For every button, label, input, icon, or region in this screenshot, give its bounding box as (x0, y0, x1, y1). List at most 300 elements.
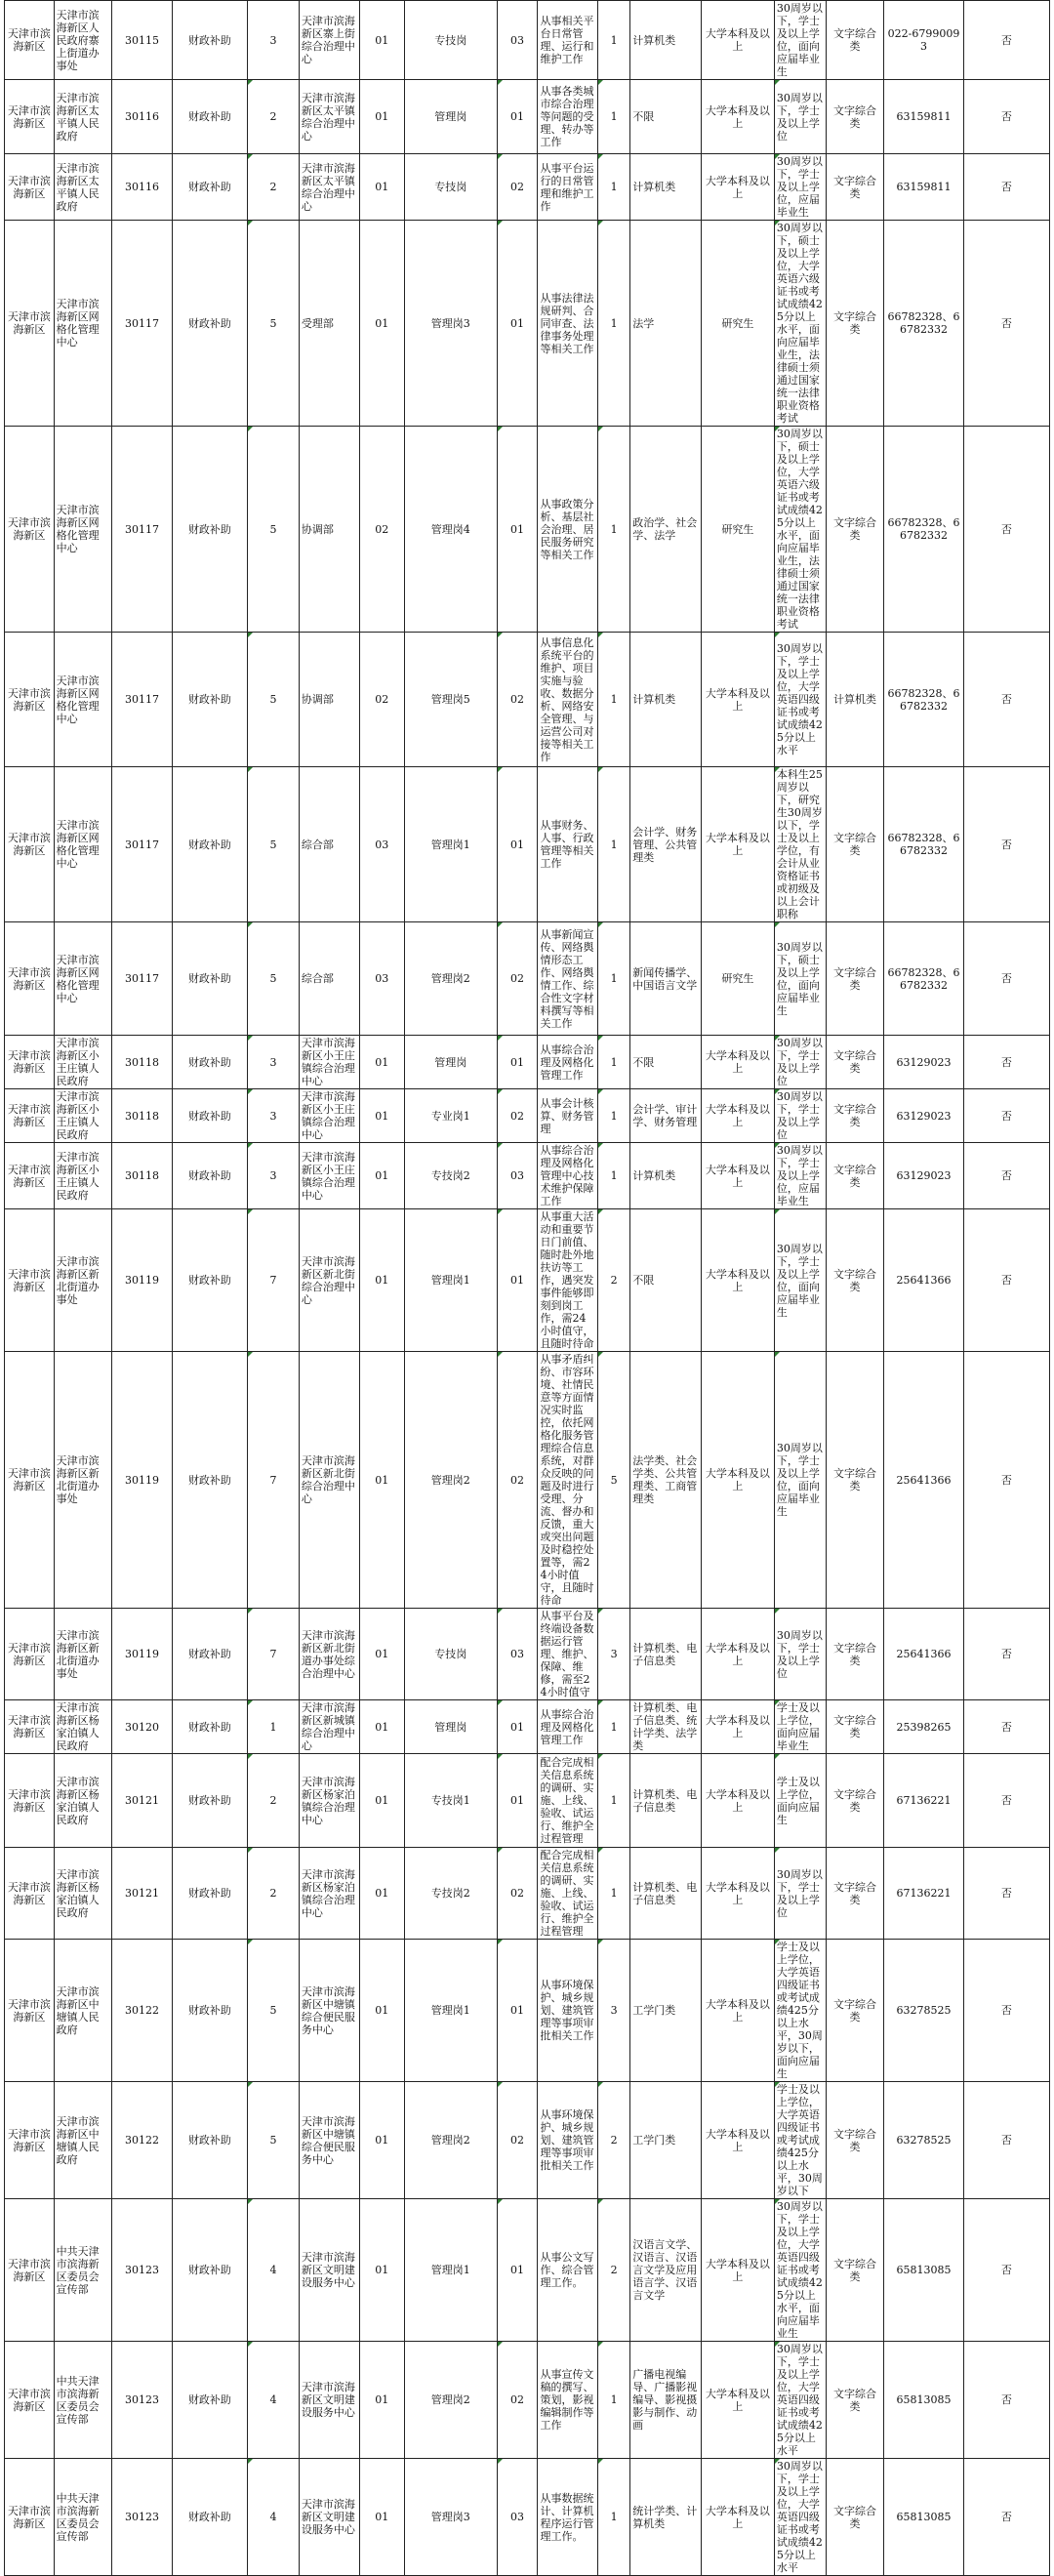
cell-duties: 从事法律法规研判、合同审查、法律事务处理等相关工作 (538, 221, 598, 427)
cell-region: 天津市滨海新区 (5, 1352, 55, 1609)
cell-dept-code: 30121 (112, 1848, 173, 1940)
cell-exam-type: 文字综合类 (826, 1209, 884, 1352)
cell-major: 广播电视编导、广播影视编导、影视摄影与制作、动画 (630, 2342, 702, 2459)
cell-remarks: 否 (963, 1, 1049, 80)
table-row (5, 767, 1050, 922)
cell-position: 管理岗2 (404, 2342, 497, 2459)
cell-quota-total: 2 (248, 1848, 300, 1940)
cell-quota-total: 2 (248, 1754, 300, 1848)
cell-position-code: 02 (497, 1352, 538, 1609)
cell-education: 大学本科及以上 (701, 1754, 774, 1848)
cell-major: 不限 (630, 80, 702, 154)
cell-region: 天津市滨海新区 (5, 2199, 55, 2342)
cell-remarks: 否 (963, 80, 1049, 154)
cell-unit: 天津市滨海新区新北街道办事处综合治理中心 (299, 1609, 359, 1700)
cell-exam-type: 文字综合类 (826, 1036, 884, 1089)
cell-headcount: 3 (598, 1609, 630, 1700)
cell-dept-code: 30122 (112, 1940, 173, 2082)
cell-quota-total: 5 (248, 2082, 300, 2199)
cell-position: 专业岗1 (404, 1089, 497, 1143)
cell-remarks: 否 (963, 154, 1049, 221)
cell-duties: 从事各类城市综合治理等问题的受理、转办等工作 (538, 80, 598, 154)
cell-headcount: 1 (598, 1848, 630, 1940)
cell-exam-type: 文字综合类 (826, 1754, 884, 1848)
cell-position-code: 01 (497, 1754, 538, 1848)
cell-major: 计算机类 (630, 633, 702, 767)
cell-major: 计算机类、电子信息类 (630, 1848, 702, 1940)
cell-dept-code: 30121 (112, 1754, 173, 1848)
cell-region: 天津市滨海新区 (5, 154, 55, 221)
cell-education: 大学本科及以上 (701, 1036, 774, 1089)
cell-dept-code: 30116 (112, 154, 173, 221)
cell-requirements: 30周岁以下，硕士及以上学位，面向应届毕业生 (774, 922, 826, 1036)
cell-remarks: 否 (963, 1036, 1049, 1089)
cell-exam-type: 文字综合类 (826, 2199, 884, 2342)
cell-dept-code: 30118 (112, 1036, 173, 1089)
cell-duties: 配合完成相关信息系统的调研、实施、上线、验收、试运行、维护全过程管理 (538, 1754, 598, 1848)
cell-funding: 财政补助 (172, 767, 247, 922)
cell-duties: 配合完成相关信息系统的调研、实施、上线、验收、试运行、维护全过程管理 (538, 1848, 598, 1940)
cell-department: 天津市滨海新区小王庄镇人民政府 (54, 1036, 112, 1089)
cell-position-code: 01 (497, 2199, 538, 2342)
cell-phone: 25398265 (884, 1700, 964, 1754)
cell-position-code: 01 (497, 1209, 538, 1352)
cell-unit-code: 01 (359, 1036, 404, 1089)
cell-unit: 天津市滨海新区小王庄镇综合治理中心 (299, 1036, 359, 1089)
cell-unit-code: 01 (359, 1700, 404, 1754)
cell-region: 天津市滨海新区 (5, 221, 55, 427)
cell-dept-code: 30118 (112, 1089, 173, 1143)
cell-funding: 财政补助 (172, 1609, 247, 1700)
table-row (5, 1848, 1050, 1940)
cell-education: 大学本科及以上 (701, 1848, 774, 1940)
cell-funding: 财政补助 (172, 1089, 247, 1143)
cell-exam-type: 文字综合类 (826, 767, 884, 922)
cell-quota-total: 4 (248, 2199, 300, 2342)
cell-unit: 天津市滨海新区新城镇综合治理中心 (299, 1700, 359, 1754)
cell-headcount: 1 (598, 1036, 630, 1089)
cell-quota-total: 3 (248, 1, 300, 80)
cell-major: 计算机类 (630, 1143, 702, 1209)
cell-funding: 财政补助 (172, 80, 247, 154)
cell-education: 大学本科及以上 (701, 1143, 774, 1209)
cell-unit-code: 01 (359, 1352, 404, 1609)
cell-unit: 天津市滨海新区小王庄镇综合治理中心 (299, 1089, 359, 1143)
table-row (5, 1089, 1050, 1143)
table-row (5, 1700, 1050, 1754)
cell-funding: 财政补助 (172, 221, 247, 427)
cell-exam-type: 计算机类 (826, 633, 884, 767)
cell-funding: 财政补助 (172, 2199, 247, 2342)
cell-position-code: 01 (497, 221, 538, 427)
cell-requirements: 30周岁以下，学士及以上学位，大学英语四级证书或考试成绩425分以上水平 (774, 2459, 826, 2576)
cell-headcount: 1 (598, 1, 630, 80)
cell-remarks: 否 (963, 1143, 1049, 1209)
cell-duties: 从事综合治理及网格化管理工作 (538, 1036, 598, 1089)
cell-unit-code: 01 (359, 2199, 404, 2342)
cell-exam-type: 文字综合类 (826, 1, 884, 80)
cell-duties: 从事矛盾纠纷、市容环境、社情民意等方面情况实时监控，依托网格化服务管理综合信息系统，对群众反映的问题及时进行受理、分流、督办和反馈，重大或突出问题及时稳控处置等，需24小时值守，且随时待命 (538, 1352, 598, 1609)
cell-education: 大学本科及以上 (701, 1700, 774, 1754)
cell-headcount: 5 (598, 1352, 630, 1609)
cell-dept-code: 30118 (112, 1143, 173, 1209)
cell-headcount: 1 (598, 1089, 630, 1143)
cell-requirements: 学士及以上学位，面向应届生 (774, 1754, 826, 1848)
cell-dept-code: 30117 (112, 221, 173, 427)
cell-region: 天津市滨海新区 (5, 427, 55, 633)
cell-exam-type: 文字综合类 (826, 221, 884, 427)
cell-department: 天津市滨海新区中塘镇人民政府 (54, 2082, 112, 2199)
cell-remarks: 否 (963, 1609, 1049, 1700)
table-row (5, 1209, 1050, 1352)
cell-headcount: 1 (598, 427, 630, 633)
cell-major: 会计学、财务管理、公共管理类 (630, 767, 702, 922)
cell-region: 天津市滨海新区 (5, 922, 55, 1036)
cell-duties: 从事会计核算、财务管理 (538, 1089, 598, 1143)
cell-position-code: 03 (497, 1609, 538, 1700)
cell-requirements: 30周岁以下，学士及以上学位，大学英语四级证书或考试成绩425分以上水平 (774, 633, 826, 767)
cell-requirements: 30周岁以下，学士及以上学位，大学英语四级证书或考试成绩425分以上水平，面向应届毕业生 (774, 2199, 826, 2342)
cell-unit: 天津市滨海新区文明建设服务中心 (299, 2199, 359, 2342)
cell-quota-total: 4 (248, 2459, 300, 2576)
cell-education: 大学本科及以上 (701, 80, 774, 154)
cell-quota-total: 7 (248, 1352, 300, 1609)
cell-headcount: 1 (598, 1754, 630, 1848)
cell-exam-type: 文字综合类 (826, 154, 884, 221)
cell-unit-code: 01 (359, 154, 404, 221)
cell-position: 专技岗1 (404, 1754, 497, 1848)
cell-funding: 财政补助 (172, 1143, 247, 1209)
cell-unit-code: 02 (359, 633, 404, 767)
cell-region: 天津市滨海新区 (5, 2082, 55, 2199)
cell-dept-code: 30115 (112, 1, 173, 80)
cell-education: 大学本科及以上 (701, 1609, 774, 1700)
cell-position: 管理岗2 (404, 922, 497, 1036)
cell-remarks: 否 (963, 1848, 1049, 1940)
cell-exam-type: 文字综合类 (826, 427, 884, 633)
cell-dept-code: 30116 (112, 80, 173, 154)
cell-major: 计算机类 (630, 154, 702, 221)
cell-department: 中共天津市滨海新区委员会宣传部 (54, 2199, 112, 2342)
cell-position: 管理岗2 (404, 2082, 497, 2199)
cell-duties: 从事综合治理及网格化管理工作 (538, 1700, 598, 1754)
cell-headcount: 1 (598, 2342, 630, 2459)
cell-education: 大学本科及以上 (701, 1352, 774, 1609)
cell-phone: 63159811 (884, 80, 964, 154)
cell-quota-total: 5 (248, 221, 300, 427)
cell-phone: 66782328、66782332 (884, 427, 964, 633)
cell-position-code: 03 (497, 1143, 538, 1209)
cell-funding: 财政补助 (172, 1036, 247, 1089)
cell-department: 天津市滨海新区网格化管理中心 (54, 767, 112, 922)
cell-position: 专技岗 (404, 1, 497, 80)
cell-remarks: 否 (963, 1209, 1049, 1352)
cell-quota-total: 5 (248, 633, 300, 767)
table-row (5, 1609, 1050, 1700)
cell-unit: 天津市滨海新区太平镇综合治理中心 (299, 154, 359, 221)
table-row (5, 154, 1050, 221)
cell-requirements: 30周岁以下，硕士及以上学位，大学英语六级证书或考试成绩425分以上水平，面向应届毕业生，法律硕士须通过国家统一法律职业资格考试 (774, 221, 826, 427)
cell-major: 会计学、审计学、财务管理 (630, 1089, 702, 1143)
cell-phone: 66782328、66782332 (884, 922, 964, 1036)
cell-unit: 天津市滨海新区中塘镇综合便民服务中心 (299, 2082, 359, 2199)
cell-unit: 天津市滨海新区新北街综合治理中心 (299, 1352, 359, 1609)
cell-region: 天津市滨海新区 (5, 633, 55, 767)
cell-funding: 财政补助 (172, 1700, 247, 1754)
cell-education: 大学本科及以上 (701, 1209, 774, 1352)
cell-position: 管理岗 (404, 80, 497, 154)
cell-education: 大学本科及以上 (701, 1, 774, 80)
table-row (5, 1036, 1050, 1089)
cell-region: 天津市滨海新区 (5, 80, 55, 154)
cell-duties: 从事公文写作、综合管理工作。 (538, 2199, 598, 2342)
cell-phone: 67136221 (884, 1848, 964, 1940)
cell-funding: 财政补助 (172, 1848, 247, 1940)
cell-dept-code: 30117 (112, 427, 173, 633)
cell-position-code: 03 (497, 2459, 538, 2576)
cell-exam-type: 文字综合类 (826, 922, 884, 1036)
cell-duties: 从事重大活动和重要节日门前值、随时赴外地扶访等工作，遇突发事件能够即刻到岗工作，需24小时值守，且随时待命 (538, 1209, 598, 1352)
cell-region: 天津市滨海新区 (5, 1209, 55, 1352)
cell-major: 计算机类 (630, 1, 702, 80)
cell-department: 天津市滨海新区新北街道办事处 (54, 1352, 112, 1609)
cell-unit: 受理部 (299, 221, 359, 427)
table-row (5, 633, 1050, 767)
table-row (5, 2199, 1050, 2342)
cell-major: 工学门类 (630, 2082, 702, 2199)
cell-phone: 63129023 (884, 1089, 964, 1143)
cell-education: 研究生 (701, 427, 774, 633)
cell-exam-type: 文字综合类 (826, 2082, 884, 2199)
cell-major: 计算机类、电子信息类 (630, 1609, 702, 1700)
cell-unit: 天津市滨海新区寨上街综合治理中心 (299, 1, 359, 80)
cell-major: 不限 (630, 1036, 702, 1089)
cell-unit-code: 01 (359, 1754, 404, 1848)
cell-region: 天津市滨海新区 (5, 1609, 55, 1700)
cell-funding: 财政补助 (172, 1352, 247, 1609)
cell-unit-code: 01 (359, 80, 404, 154)
cell-remarks: 否 (963, 1754, 1049, 1848)
cell-position-code: 02 (497, 154, 538, 221)
cell-exam-type: 文字综合类 (826, 2342, 884, 2459)
cell-position-code: 02 (497, 2082, 538, 2199)
cell-position: 管理岗 (404, 1700, 497, 1754)
cell-requirements: 30周岁以下，学士及以上学位 (774, 1036, 826, 1089)
cell-exam-type: 文字综合类 (826, 2459, 884, 2576)
cell-major: 工学门类 (630, 1940, 702, 2082)
cell-region: 天津市滨海新区 (5, 1089, 55, 1143)
cell-phone: 63278525 (884, 1940, 964, 2082)
cell-dept-code: 30117 (112, 633, 173, 767)
cell-dept-code: 30117 (112, 922, 173, 1036)
cell-requirements: 30周岁以下，学士及以上学位，面向应届毕业生 (774, 1209, 826, 1352)
cell-unit-code: 02 (359, 427, 404, 633)
cell-education: 大学本科及以上 (701, 1940, 774, 2082)
cell-headcount: 2 (598, 2199, 630, 2342)
cell-region: 天津市滨海新区 (5, 1940, 55, 2082)
cell-requirements: 30周岁以下，硕士及以上学位，大学英语六级证书或考试成绩425分以上水平，面向应届毕业生，法律硕士须通过国家统一法律职业资格考试 (774, 427, 826, 633)
table-row (5, 1352, 1050, 1609)
cell-region: 天津市滨海新区 (5, 1754, 55, 1848)
cell-exam-type: 文字综合类 (826, 1700, 884, 1754)
cell-unit: 天津市滨海新区太平镇综合治理中心 (299, 80, 359, 154)
cell-quota-total: 5 (248, 922, 300, 1036)
cell-requirements: 30周岁以下，学士及以上学位 (774, 80, 826, 154)
cell-phone: 25641366 (884, 1352, 964, 1609)
cell-remarks: 否 (963, 922, 1049, 1036)
cell-headcount: 2 (598, 1209, 630, 1352)
cell-position: 管理岗 (404, 1036, 497, 1089)
cell-department: 天津市滨海新区小王庄镇人民政府 (54, 1089, 112, 1143)
cell-education: 研究生 (701, 221, 774, 427)
cell-position-code: 02 (497, 1848, 538, 1940)
cell-dept-code: 30120 (112, 1700, 173, 1754)
cell-major: 法学类、社会学类、公共管理类、工商管理类 (630, 1352, 702, 1609)
cell-department: 天津市滨海新区太平镇人民政府 (54, 154, 112, 221)
cell-major: 汉语言文学、汉语言、汉语言文学及应用语言学、汉语言文学 (630, 2199, 702, 2342)
cell-region: 天津市滨海新区 (5, 1700, 55, 1754)
cell-exam-type: 文字综合类 (826, 1089, 884, 1143)
cell-position-code: 01 (497, 427, 538, 633)
cell-position-code: 02 (497, 1089, 538, 1143)
cell-remarks: 否 (963, 767, 1049, 922)
cell-major: 新闻传播学、中国语言文学 (630, 922, 702, 1036)
cell-department: 天津市滨海新区新北街道办事处 (54, 1609, 112, 1700)
cell-unit-code: 03 (359, 922, 404, 1036)
cell-region: 天津市滨海新区 (5, 1143, 55, 1209)
cell-department: 中共天津市滨海新区委员会宣传部 (54, 2459, 112, 2576)
cell-funding: 财政补助 (172, 922, 247, 1036)
cell-position-code: 01 (497, 1700, 538, 1754)
table-row (5, 2342, 1050, 2459)
cell-requirements: 本科生25周岁以下，研究生30周岁以下，学士及以上学位，有会计从业资格证书或初级及以上会计职称 (774, 767, 826, 922)
cell-unit: 天津市滨海新区文明建设服务中心 (299, 2342, 359, 2459)
table-body (5, 1, 1050, 2576)
cell-requirements: 30周岁以下，学士及以上学位，大学英语四级证书或考试成绩425分以上水平 (774, 2342, 826, 2459)
cell-phone: 67136221 (884, 1754, 964, 1848)
cell-unit: 协调部 (299, 427, 359, 633)
cell-funding: 财政补助 (172, 2082, 247, 2199)
cell-exam-type: 文字综合类 (826, 80, 884, 154)
cell-headcount: 1 (598, 1700, 630, 1754)
cell-education: 大学本科及以上 (701, 2459, 774, 2576)
cell-major: 计算机类、电子信息类 (630, 1754, 702, 1848)
table-row (5, 80, 1050, 154)
cell-major: 政治学、社会学、法学 (630, 427, 702, 633)
cell-position-code: 02 (497, 633, 538, 767)
cell-position: 管理岗1 (404, 2199, 497, 2342)
cell-education: 大学本科及以上 (701, 1089, 774, 1143)
table-row (5, 922, 1050, 1036)
cell-position-code: 02 (497, 922, 538, 1036)
cell-dept-code: 30123 (112, 2199, 173, 2342)
cell-region: 天津市滨海新区 (5, 2342, 55, 2459)
cell-education: 大学本科及以上 (701, 767, 774, 922)
cell-exam-type: 文字综合类 (826, 1609, 884, 1700)
cell-funding: 财政补助 (172, 2459, 247, 2576)
cell-phone: 25641366 (884, 1609, 964, 1700)
cell-duties: 从事政策分析、基层社会治理、居民服务研究等相关工作 (538, 427, 598, 633)
cell-position: 专技岗2 (404, 1848, 497, 1940)
cell-duties: 从事平台运行的日常管理和维护工作 (538, 154, 598, 221)
cell-unit-code: 01 (359, 1143, 404, 1209)
cell-position-code: 01 (497, 1036, 538, 1089)
cell-phone: 65813085 (884, 2199, 964, 2342)
cell-education: 大学本科及以上 (701, 154, 774, 221)
cell-headcount: 1 (598, 154, 630, 221)
cell-funding: 财政补助 (172, 1940, 247, 2082)
cell-duties: 从事平台及终端设备数据运行管理、维护、保障、维修，需至24小时值守 (538, 1609, 598, 1700)
cell-position: 管理岗4 (404, 427, 497, 633)
cell-duties: 从事环境保护、城乡规划、建筑管理等事项审批相关工作 (538, 2082, 598, 2199)
cell-remarks: 否 (963, 1352, 1049, 1609)
cell-education: 大学本科及以上 (701, 633, 774, 767)
cell-major: 不限 (630, 1209, 702, 1352)
cell-position: 管理岗2 (404, 1352, 497, 1609)
cell-remarks: 否 (963, 2199, 1049, 2342)
cell-department: 天津市滨海新区小王庄镇人民政府 (54, 1143, 112, 1209)
cell-region: 天津市滨海新区 (5, 1848, 55, 1940)
cell-unit: 天津市滨海新区中塘镇综合便民服务中心 (299, 1940, 359, 2082)
cell-region: 天津市滨海新区 (5, 1036, 55, 1089)
cell-position: 管理岗1 (404, 1940, 497, 2082)
cell-headcount: 1 (598, 922, 630, 1036)
cell-remarks: 否 (963, 633, 1049, 767)
cell-unit-code: 01 (359, 1609, 404, 1700)
cell-requirements: 30周岁以下，学士及以上学位 (774, 1848, 826, 1940)
cell-education: 大学本科及以上 (701, 2342, 774, 2459)
cell-requirements: 学士及以上学位，面向应届毕业生 (774, 1700, 826, 1754)
cell-department: 天津市滨海新区杨家泊镇人民政府 (54, 1700, 112, 1754)
cell-duties: 从事数据统计、计算机程序运行管理工作。 (538, 2459, 598, 2576)
cell-phone: 65813085 (884, 2342, 964, 2459)
cell-funding: 财政补助 (172, 154, 247, 221)
cell-phone: 022-67990093 (884, 1, 964, 80)
cell-phone: 66782328、66782332 (884, 767, 964, 922)
cell-unit: 天津市滨海新区新北街综合治理中心 (299, 1209, 359, 1352)
cell-unit: 综合部 (299, 767, 359, 922)
cell-position: 管理岗5 (404, 633, 497, 767)
table-row (5, 1754, 1050, 1848)
cell-position: 专技岗 (404, 1609, 497, 1700)
cell-quota-total: 7 (248, 1609, 300, 1700)
cell-remarks: 否 (963, 1700, 1049, 1754)
cell-department: 天津市滨海新区中塘镇人民政府 (54, 1940, 112, 2082)
cell-duties: 从事综合治理及网格化管理中心技术维护保障工作 (538, 1143, 598, 1209)
cell-unit: 天津市滨海新区小王庄镇综合治理中心 (299, 1143, 359, 1209)
cell-phone: 63129023 (884, 1143, 964, 1209)
cell-department: 中共天津市滨海新区委员会宣传部 (54, 2342, 112, 2459)
cell-unit-code: 01 (359, 2082, 404, 2199)
cell-phone: 63159811 (884, 154, 964, 221)
cell-remarks: 否 (963, 2342, 1049, 2459)
table-row (5, 427, 1050, 633)
cell-major: 法学 (630, 221, 702, 427)
recruitment-table (4, 0, 1050, 2576)
cell-position-code: 01 (497, 80, 538, 154)
cell-position-code: 01 (497, 767, 538, 922)
cell-remarks: 否 (963, 221, 1049, 427)
cell-headcount: 1 (598, 767, 630, 922)
table-row (5, 1143, 1050, 1209)
cell-unit-code: 01 (359, 1209, 404, 1352)
cell-remarks: 否 (963, 427, 1049, 633)
cell-department: 天津市滨海新区太平镇人民政府 (54, 80, 112, 154)
cell-requirements: 学士及以上学位，大学英语四级证书或考试成绩425分以上水平，30周岁以下，面向应届生 (774, 1940, 826, 2082)
cell-unit-code: 03 (359, 767, 404, 922)
cell-unit-code: 01 (359, 2342, 404, 2459)
cell-dept-code: 30119 (112, 1209, 173, 1352)
